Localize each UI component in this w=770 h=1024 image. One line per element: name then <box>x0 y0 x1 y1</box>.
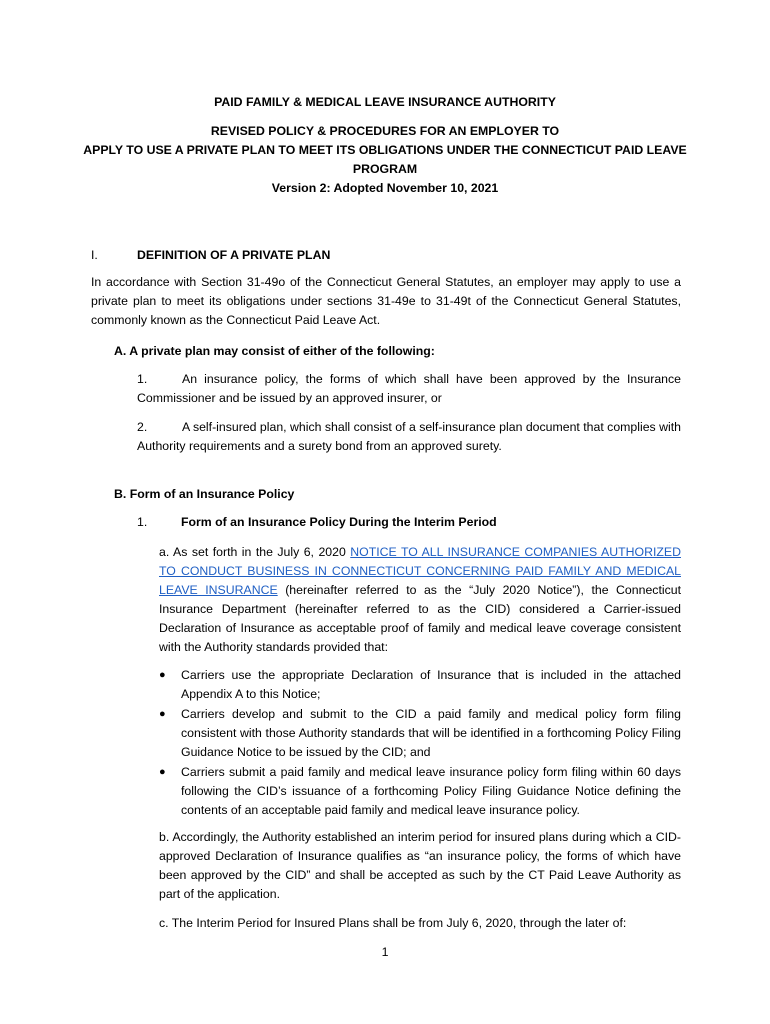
page-number: 1 <box>381 945 389 959</box>
list-item-number: 2. <box>137 420 148 434</box>
sub-item-number: 1. <box>137 515 148 529</box>
policy-title-line3: PROGRAM <box>352 162 418 176</box>
paragraph-c: c. The Interim Period for Insured Plans shall be from July 6, 2020, through the later of: <box>159 916 627 930</box>
bullet-dot: ● <box>159 708 166 720</box>
paragraph-b: b. Accordingly, the Authority established an interim period for insured plans during which a CID-approved Declaration of Insurance qualifies as “an insurance policy, the forms of which have been approved by the CID” and shall be accepted as such by the CT Paid Leave Authority as part of the application. <box>159 830 681 901</box>
sub-item-title: Form of an Insurance Policy During the Interim Period <box>181 515 497 529</box>
version-line: Version 2: Adopted November 10, 2021 <box>271 181 499 195</box>
july-2020-notice-link[interactable]: NOTICE TO ALL INSURANCE COMPANIES AUTHORIZED TO CONDUCT BUSINESS IN CONNECTICUT CONCERNING PAID FAMILY AND MEDICAL LEAVE INSURANCE <box>159 545 681 597</box>
bullet-dot: ● <box>159 766 166 778</box>
policy-title-line1: REVISED POLICY & PROCEDURES FOR AN EMPLOYER TO <box>210 124 560 138</box>
list-item-text: A self-insured plan, which shall consist of a self-insurance plan document that complies with Authority requirements and a surety bond from an approved surety. <box>137 420 681 453</box>
paragraph-a-suffix: (hereinafter referred to as the “July 2020 Notice”), the Connecticut Insurance Department (hereinafter referred to as the CID) considered a Carrier-issued Declaration of Insurance as acceptable proof of family and medical leave coverage consistent with the Authority standards provided that: <box>159 583 681 654</box>
paragraph-a-prefix: a. As set forth in the July 6, 2020 <box>159 545 351 559</box>
section-number: I. <box>91 248 98 262</box>
authority-title: PAID FAMILY & MEDICAL LEAVE INSURANCE AUTHORITY <box>214 95 556 109</box>
bullet-dot: ● <box>159 669 166 681</box>
bullet-item: Carriers develop and submit to the CID a paid family and medical policy form filing consistent with those Authority standards that will be identified in a forthcoming Policy Filing Guidance Notice to be issued by the CID; and <box>181 707 681 759</box>
list-item-text: An insurance policy, the forms of which shall have been approved by the Insurance Commissioner and be issued by an approved insurer, or <box>137 372 681 405</box>
policy-title-line2: APPLY TO USE A PRIVATE PLAN TO MEET ITS OBLIGATIONS UNDER THE CONNECTICUT PAID LEAVE <box>83 143 687 157</box>
list-item-insurance-policy <box>137 370 681 408</box>
list-item-self-insured-plan <box>137 418 681 456</box>
section-title: DEFINITION OF A PRIVATE PLAN <box>137 248 331 262</box>
subsection-a-heading: A. A private plan may consist of either of the following: <box>114 344 435 358</box>
subsection-b-heading: B. Form of an Insurance Policy <box>114 487 295 501</box>
bullet-item: Carriers use the appropriate Declaration of Insurance that is included in the attached Appendix A to this Notice; <box>181 668 681 701</box>
section-intro-paragraph: In accordance with Section 31-49o of the Connecticut General Statutes, an employer may apply to use a private plan to meet its obligations under sections 31-49e to 31-49t of the Connecticut General Statutes, commonly known as the Connecticut Paid Leave Act. <box>91 275 681 327</box>
list-item-number: 1. <box>137 372 148 386</box>
paragraph-a <box>159 543 681 657</box>
bullet-item: Carriers submit a paid family and medical leave insurance policy form filing within 60 days following the CID’s issuance of a forthcoming Policy Filing Guidance Notice defining the contents of an acceptable paid family and medical leave insurance policy. <box>181 765 681 817</box>
